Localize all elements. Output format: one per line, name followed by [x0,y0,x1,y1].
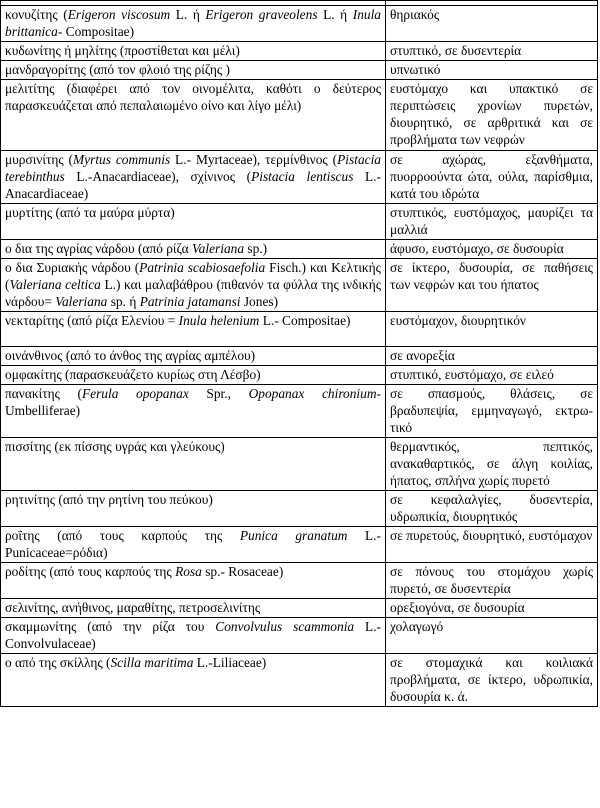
name-cell [1,366,386,385]
use-cell: στυπτικός, ευστόμαχος, μαυρίζει τα μαλλιά [386,204,598,240]
table-row [1,385,598,438]
species-name: Patrinia scabiosaefolia [139,260,266,275]
name-cell [1,385,386,438]
name-text: οινάνθινος (από το άνθος της αγρίας αμπέλου) [5,348,256,363]
table-row [1,491,598,527]
name-text: L.) και μαλαβάθρου (πιθανόν τα φύλλα της ινδικής νάρδου= [5,277,382,309]
table-row [1,204,598,240]
name-text: νεκταρίτης (από ρίζα Ελενίου = [5,313,179,328]
name-text: - Umbelliferae) [5,386,381,418]
use-cell: σε ίκτερο, δυσουρία, σε παθήσεις των νεφρών και του ήπατος [386,259,598,312]
name-text: ροδίτης (από τους καρπούς της [5,564,176,579]
use-cell: σε στομαχικά και κοιλιακά προβλήματα, σε ίκτερο, υδρωπικία, δυσουρία κ. ά. [386,654,598,707]
species-name: Opopanax chironium [248,386,377,401]
name-cell [1,654,386,707]
name-cell [1,563,386,599]
species-name: Myrtus communis [73,152,171,167]
species-name: Valeriana [191,241,245,256]
table-row [1,563,598,599]
name-cell [1,61,386,80]
table-row [1,61,598,80]
table-row [1,312,598,347]
use-cell: στυπτικό, σε δυσεντερία [386,42,598,61]
name-text: Fisch.) και Κελτικής ( [5,260,381,292]
name-text: σελινίτης, ανήθινος, μαραθίτης, πετροσελινίτης [5,600,261,615]
table-row [1,438,598,491]
name-text: Spr., [188,386,249,401]
name-text: Jones) [240,294,279,309]
name-text: πισσίτης (εκ πίσσης υγράς και γλεύκους) [5,439,225,454]
name-text: L.-Anacardiaceae), σχίνινος ( [64,169,252,184]
name-text: σκαμμωνίτης (από την ρίζα του [5,619,216,634]
name-cell [1,259,386,312]
species-name: Pistacia lentiscus [251,169,354,184]
table-row [1,151,598,204]
name-text: ομφακίτης (παρασκευάζετο κυρίως στη Λέσβο) [5,367,261,382]
name-text: ο από της σκίλλης ( [5,655,111,670]
name-text: sp.) [244,241,268,256]
use-cell: ορεξιογόνα, σε δυσουρία [386,599,598,618]
name-text: κυδωνίτης ή μηλίτης (προστίθεται και μέλι) [5,43,240,58]
name-cell [1,80,386,151]
species-name: Scilla maritima [110,655,194,670]
table-row [1,599,598,618]
table-row [1,259,598,312]
name-text: L.- Convolvulaceae) [5,619,382,651]
table-row [1,6,598,42]
species-name: Valeriana celtica [9,277,101,292]
name-cell [1,347,386,366]
name-text: L.- Myrtaceae), τερμίνθινος ( [170,152,338,167]
table-row [1,80,598,151]
name-text: ο δια της αγρίας νάρδου (από ρίζα [5,241,192,256]
use-cell: υπνωτικό [386,61,598,80]
species-name: Inula brittanica [5,7,381,39]
use-cell: σε πυρετούς, διουρητικό, ευστόμαχον [386,527,598,563]
name-text: ο δια Συριακής νάρδου ( [5,260,140,275]
species-name: Inula helenium [178,313,260,328]
name-text: πανακίτης ( [5,386,82,401]
name-cell [1,6,386,42]
use-cell: θερμαντικός, πεπτικός, ανακαθαρτικός, σε άλγη κοιλίας, ήπατος, σπλήνα χωρίς πυρετό [386,438,598,491]
use-cell: σε αχώρας, εξανθήματα, πυορροούντα ώτα, ούλα, παρίσθμια, κατά του ιδρώτα [386,151,598,204]
name-text: - Compositae) [57,24,135,39]
species-name: Patrinia jatamansi [139,294,241,309]
name-text: μελιτίτης (διαφέρει από τον οινομέλιτα, καθότι ο δεύτερος παρασκευάζεται από πεπαλαιωμένο οίνο και λίγο μέλι) [5,81,381,113]
use-cell: σε πόνους του στομάχου χωρίς πυρετό, σε δυσεντερία [386,563,598,599]
name-text: L.-Liliaceae) [193,655,267,670]
species-name: Erigeron graveolens [205,7,318,22]
use-cell: σε σπασμούς, θλάσεις, σε βραδυπεψία, εμμηναγωγό, εκτρω-τικό [386,385,598,438]
use-cell: σε κεφαλαλγίες, δυσεντερία, υδρωπικία, διουρητικός [386,491,598,527]
name-cell [1,42,386,61]
table-row [1,366,598,385]
name-text: μανδραγορίτης (από τον φλοιό της ρίζης ) [5,62,230,77]
table-row [1,240,598,259]
name-cell [1,527,386,563]
name-text: L.- Compositae) [259,313,351,328]
table-row [1,618,598,654]
name-text: ρητινίτης (από την ρητίνη του πεύκου) [5,492,213,507]
name-text: L.- Punicaceae=ρόδια) [5,528,381,560]
species-name: Punica granatum [239,528,348,543]
name-text: μυρτίτης (από τα μαύρα μύρτα) [5,205,175,220]
table-body [1,1,598,707]
name-text: L. ή [170,7,206,22]
use-cell: άφυσο, ευστόμαχο, σε δυσουρία [386,240,598,259]
table-row [1,527,598,563]
name-text: sp.- Rosaceae) [201,564,284,579]
name-text: μυρσινίτης ( [5,152,74,167]
table-row [1,654,598,707]
species-name: Convolvulus scammonia [215,619,355,634]
table-row [1,347,598,366]
name-text: L.-Anacardiaceae) [5,169,381,201]
species-name: Erigeron viscosum [67,7,171,22]
use-cell: ευστόμαχο και υπακτικό σε περιπτώσεις χρονίων πυρετών, διουρητικό, σε αρθριτικά και σε προβλήματα των νεφρών [386,80,598,151]
species-name: Pistacia terebinthus [5,152,381,184]
species-name: Valeriana [55,294,108,309]
use-cell: χολαγωγό [386,618,598,654]
use-cell: θηριακός [386,6,598,42]
species-name: Rosa [175,564,202,579]
name-text: κονυζίτης ( [5,7,68,22]
name-text: sp. ή [107,294,140,309]
use-cell: στυπτικό, ευστόμαχο, σε ειλεό [386,366,598,385]
name-cell [1,438,386,491]
table-row [1,42,598,61]
name-cell [1,491,386,527]
name-text: ροΐτης (από τους καρπούς της [5,528,240,543]
name-text: L. ή [317,7,353,22]
name-cell [1,312,386,347]
name-cell [1,599,386,618]
use-cell: ευστόμαχον, διουρητικόν [386,312,598,347]
name-cell [1,618,386,654]
name-cell [1,240,386,259]
use-cell: σε ανορεξία [386,347,598,366]
species-name: Ferula opopanax [81,386,189,401]
name-cell [1,204,386,240]
name-cell [1,151,386,204]
